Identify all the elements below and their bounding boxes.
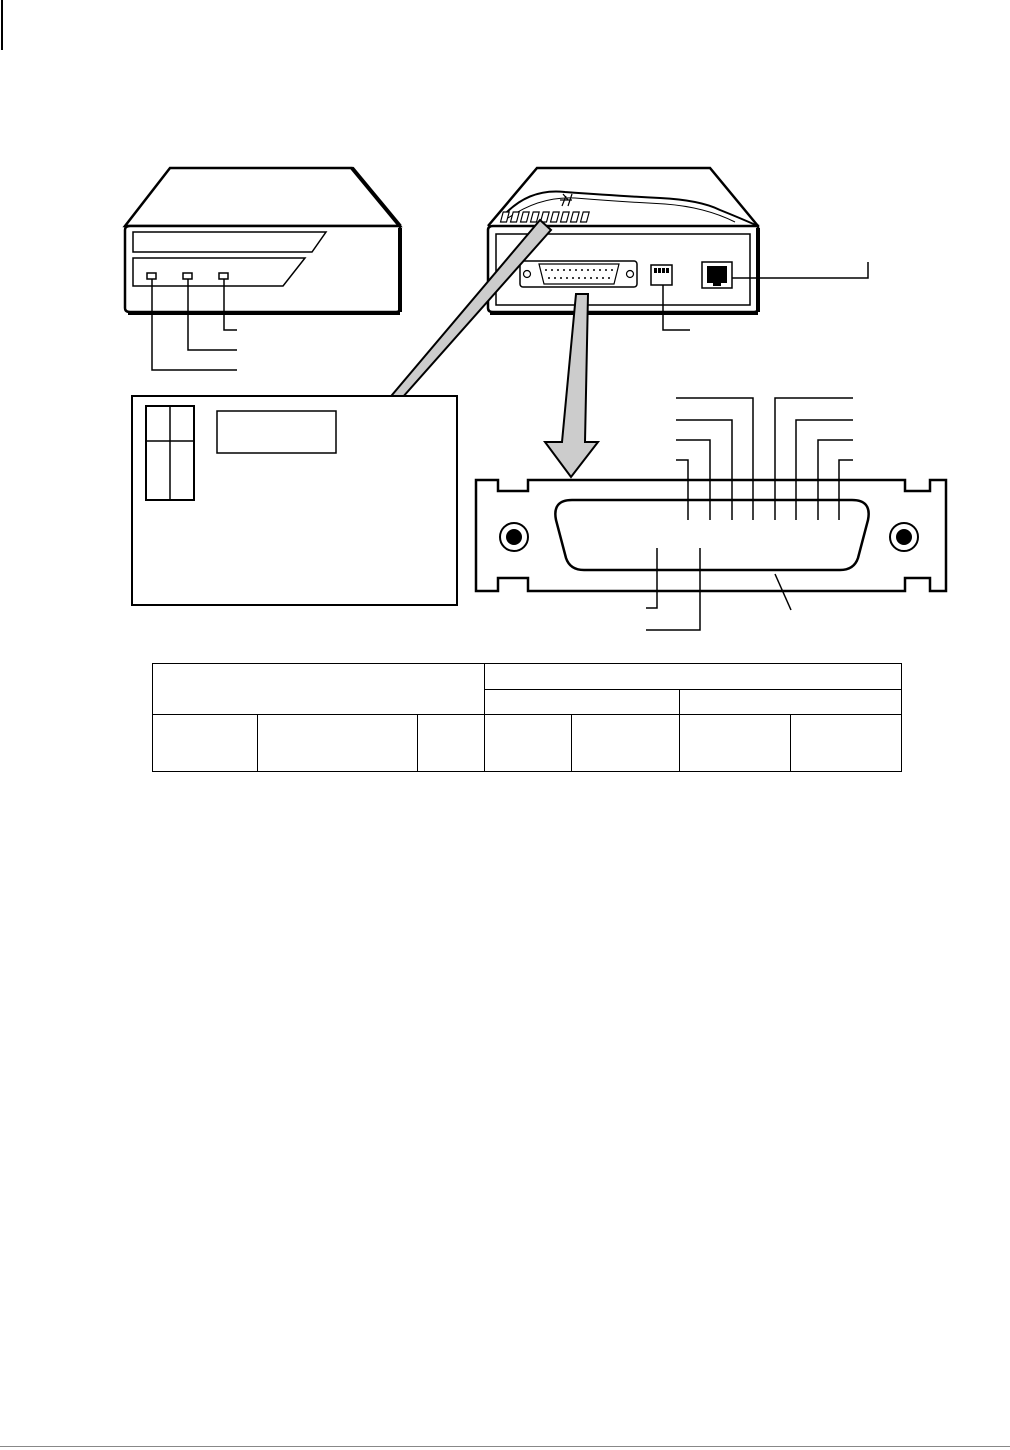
column-header: [791, 715, 902, 772]
jumper-board-label: [217, 411, 336, 453]
column-header: [680, 715, 791, 772]
rear-rj11-jack: [702, 262, 732, 288]
status-led-2: [183, 273, 192, 279]
table-sub-header-a: [485, 690, 680, 715]
table-group-header-signal: [153, 664, 485, 715]
column-header: [418, 715, 485, 772]
modem-diagram: [0, 0, 1010, 650]
rear-db25-port: [520, 261, 637, 287]
jumper-board-detail: [132, 396, 457, 605]
rear-dip-switch: [651, 265, 672, 285]
db25-connector-detail: [476, 398, 946, 630]
footer-rule: [0, 1446, 1010, 1447]
status-led-1: [147, 273, 156, 279]
db25-shell: [555, 500, 868, 570]
modem-front-led-strip: [133, 258, 305, 286]
column-header: [153, 715, 258, 772]
connector-zoom-arrow: [545, 294, 598, 477]
table-sub-header-b: [680, 690, 902, 715]
column-header: [258, 715, 418, 772]
modem-front-view: [125, 168, 400, 370]
status-led-3: [219, 273, 228, 279]
modem-front-label-strip: [133, 232, 326, 252]
column-header: [572, 715, 680, 772]
column-header: [485, 715, 572, 772]
modem-rear-view: [488, 168, 868, 330]
pin-signal-table: [152, 663, 902, 772]
table-group-header-direction: [485, 664, 902, 690]
